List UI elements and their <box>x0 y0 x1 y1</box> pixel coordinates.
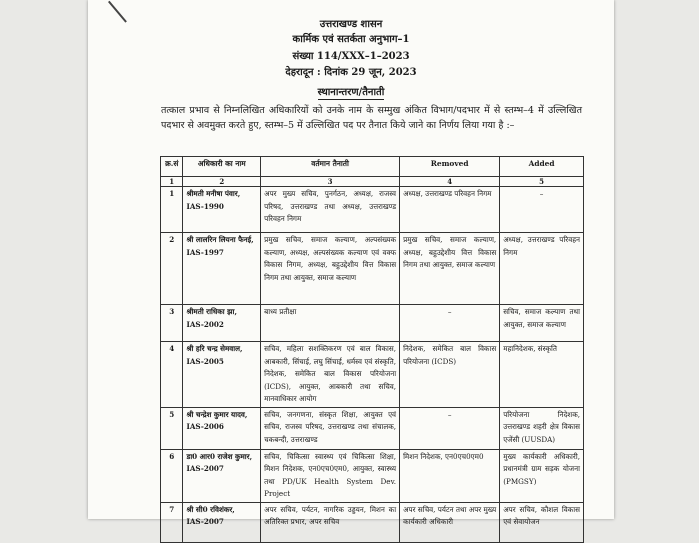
table-row <box>161 233 584 305</box>
officer-name: श्रीमती मनीषा पंवार, IAS-1990 <box>183 187 261 233</box>
table-row <box>161 187 584 233</box>
officer-name: श्री हरि चन्द्र सेमवाल, IAS-2005 <box>183 342 261 408</box>
added-charge: अध्यक्ष, उत्तराखण्ड परिवहन निगम <box>500 233 584 305</box>
officer-name: श्री चन्द्रेश कुमार यादव, IAS-2006 <box>183 407 261 449</box>
removed-charge: मिशन निदेशक, एन0एच0एम0 <box>400 449 500 502</box>
current-posting: सचिव, चिकित्सा स्वास्थ्य एवं चिकित्सा शिक्षा, मिशन निदेशक, एन0एच0एम0, आयुक्त, स्वास्थ्य तथा PD/UK Health System Dev. Project <box>261 449 400 502</box>
header-date: देहरादून : दिनांक 29 जून, 2023 <box>285 67 417 78</box>
column-number: 2 <box>183 177 261 187</box>
current-posting: अपर सचिव, पर्यटन, नागरिक उड्डयन, मिशन का अतिरिक्त प्रभार, अपर सचिव <box>261 502 400 542</box>
header-officer-name: अधिकारी का नाम <box>183 157 261 177</box>
removed-charge: अपर सचिव, पर्यटन तथा अपर मुख्य कार्यकारी अधिकारी <box>400 502 500 542</box>
serial-number: 1 <box>161 187 183 233</box>
added-charge: महानिदेशक, संस्कृति <box>500 342 584 408</box>
header-removed: Removed <box>400 157 500 177</box>
intro-paragraph: तत्काल प्रभाव से निम्नलिखित अधिकारियों को उनके नाम के सम्मुख अंकित विभाग/पदभार में से स्तम्भ–4 में उल्लिखित पदभार से अवमुक्त करते हुए, स्तम्भ–5 में उल्लिखित पद पर तैनात किये जाने का निर्णय लिया गया है :– <box>161 105 582 131</box>
removed-charge: प्रमुख सचिव, समाज कल्याण, अध्यक्ष, बहुउद्देशीय वित्त विकास निगम तथा आयुक्त, समाज कल्याण <box>400 233 500 305</box>
header-government: उत्तराखण्ड शासन <box>319 19 383 30</box>
header-serial: क्र.सं <box>161 157 183 177</box>
current-posting: बाध्य प्रतीक्षा <box>261 305 400 342</box>
header-current-posting: वर्तमान तैनाती <box>261 157 400 177</box>
added-charge: अपर सचिव, कौशल विकास एवं सेवायोजन <box>500 502 584 542</box>
removed-charge: – <box>400 407 500 449</box>
current-posting: सचिव, महिला सशक्तिकरण एवं बाल विकास, आबकारी, सिंचाई, लघु सिंचाई, धर्मस्व एवं संस्कृति, निदेशक, समेकित बाल विकास परियोजना (ICDS), आयुक्त, आबकारी तथा सचिव, मानवाधिकार आयोग <box>261 342 400 408</box>
table-row <box>161 502 584 542</box>
current-posting: अपर मुख्य सचिव, पुनर्गठन, अध्यक्ष, राजस्व परिषद, उत्तराखण्ड तथा अध्यक्ष, उत्तराखण्ड परिवहन निगम <box>261 187 400 233</box>
serial-number: 2 <box>161 233 183 305</box>
added-charge: परियोजना निदेशक, उत्तराखण्ड शहरी क्षेत्र विकास एजेंसी (UUSDA) <box>500 407 584 449</box>
transfer-table <box>160 156 584 543</box>
added-charge: सचिव, समाज कल्याण तथा आयुक्त, समाज कल्याण <box>500 305 584 342</box>
serial-number: 3 <box>161 305 183 342</box>
removed-charge: – <box>400 305 500 342</box>
current-posting: सचिव, जनगणना, संस्कृत शिक्षा, आयुक्त एवं सचिव, राजस्व परिषद, उत्तराखण्ड तथा संचालक, चकबन्दी, उत्तराखण्ड <box>261 407 400 449</box>
serial-number: 7 <box>161 502 183 542</box>
table-row <box>161 449 584 502</box>
header-number: संख्या 114/XXX–1–2023 <box>292 51 410 62</box>
serial-number: 6 <box>161 449 183 502</box>
subject-heading: स्थानान्तरण/तैनाती <box>317 87 385 98</box>
header-section: कार्मिक एवं सतर्कता अनुभाग–1 <box>292 34 410 45</box>
column-number: 3 <box>261 177 400 187</box>
officer-name: श्री लालरिन लियना फैनई, IAS-1997 <box>183 233 261 305</box>
table-row <box>161 305 584 342</box>
officer-name: श्रीमती राधिका झा, IAS-2002 <box>183 305 261 342</box>
table-row <box>161 407 584 449</box>
column-number-row <box>161 177 584 187</box>
document-page <box>88 0 614 526</box>
officer-name: डा0 आर0 राजेश कुमार, IAS-2007 <box>183 449 261 502</box>
column-number: 5 <box>500 177 584 187</box>
header-added: Added <box>500 157 584 177</box>
current-posting: प्रमुख सचिव, समाज कल्याण, अल्पसंख्यक कल्याण, अध्यक्ष, अल्पसंख्यक कल्याण एवं वक्फ विकास निगम, अध्यक्ष, बहुउद्देशीय वित्त विकास निगम तथा आयुक्त, समाज कल्याण <box>261 233 400 305</box>
removed-charge: निदेशक, समेकित बाल विकास परियोजना (ICDS) <box>400 342 500 408</box>
serial-number: 4 <box>161 342 183 408</box>
officer-name: श्री सी0 रविशंकर, IAS-2007 <box>183 502 261 542</box>
table-row <box>161 342 584 408</box>
added-charge: – <box>500 187 584 233</box>
column-number: 4 <box>400 177 500 187</box>
table-header-row <box>161 157 584 177</box>
column-number: 1 <box>161 177 183 187</box>
removed-charge: अध्यक्ष, उत्तराखण्ड परिवहन निगम <box>400 187 500 233</box>
serial-number: 5 <box>161 407 183 449</box>
added-charge: मुख्य कार्यकारी अधिकारी, प्रधानमंत्री ग्राम सड़क योजना (PMGSY) <box>500 449 584 502</box>
